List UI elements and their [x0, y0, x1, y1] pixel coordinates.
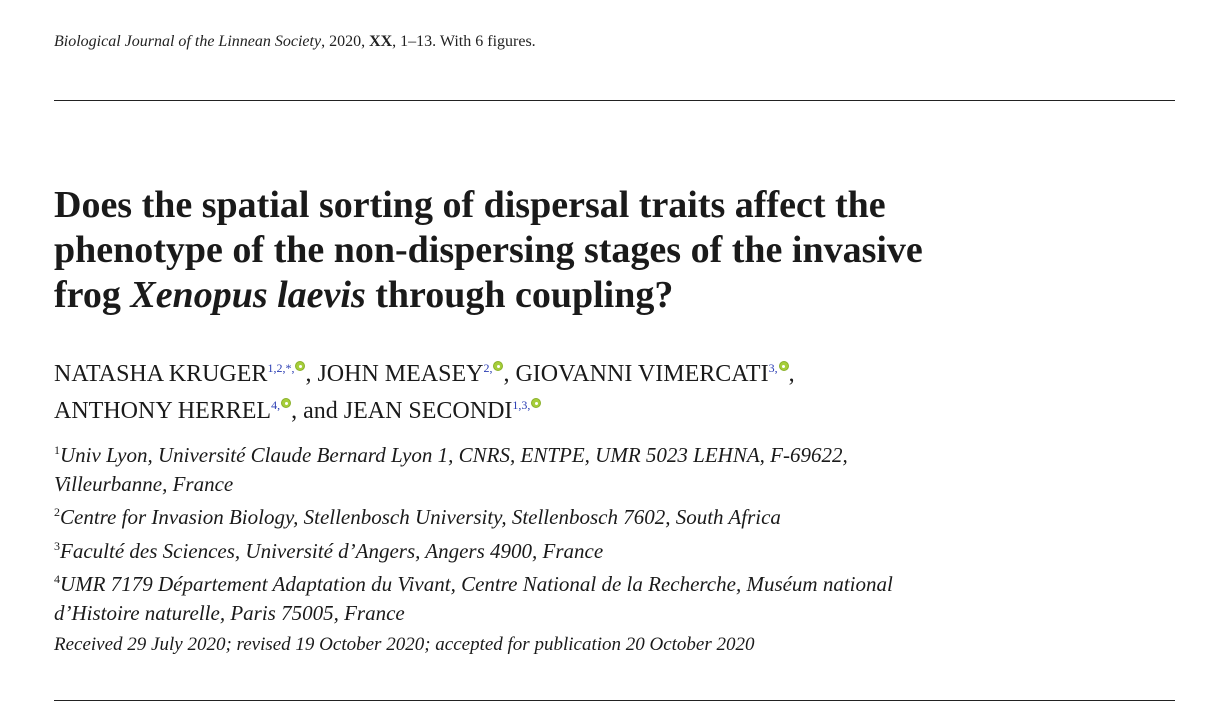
author-affil-sup[interactable]: 1,2,*, — [267, 361, 295, 375]
affiliation-4 — [54, 565, 1184, 599]
bottom-divider — [54, 700, 1175, 701]
orcid-icon[interactable] — [531, 398, 541, 408]
author-separator: , and — [291, 398, 344, 424]
species-name: Xenopus laevis — [130, 274, 366, 316]
author-name[interactable]: JOHN MEASEY — [317, 361, 484, 387]
journal-name: Biological Journal of the Linnean Society — [54, 33, 322, 50]
title-line-3-post: through coupling? — [365, 274, 674, 316]
title-line-1: Does the spatial sorting of dispersal traits affect the — [54, 184, 886, 226]
title-line-2: phenotype of the non-dispersing stages of the invasive — [54, 229, 923, 271]
received-dates: Received 29 July 2020; revised 19 October 2020; accepted for publication 20 October 2020 — [54, 634, 755, 655]
journal-year: , 2020, — [321, 33, 370, 50]
article-title — [54, 183, 1184, 318]
affiliation-text: Faculté des Sciences, Université d’Angers, Angers 4900, France — [60, 538, 604, 563]
author-list — [54, 353, 795, 427]
author-line-2 — [54, 390, 795, 427]
author-affil-sup[interactable]: 2, — [483, 361, 493, 375]
journal-citation — [54, 33, 536, 51]
journal-volume: XX — [369, 33, 393, 50]
author-separator: , — [788, 361, 795, 387]
affiliation-text: UMR 7179 Département Adaptation du Vivant, Centre National de la Recherche, Muséum national — [60, 572, 893, 596]
author-affil-sup[interactable]: 3, — [768, 361, 778, 375]
author-name[interactable]: ANTHONY HERREL — [54, 398, 272, 424]
orcid-icon[interactable] — [493, 361, 503, 371]
affiliation-text: Centre for Invasion Biology, Stellenbosch University, Stellenbosch 7602, South Africa — [60, 505, 781, 529]
affiliation-number: 1 — [54, 443, 60, 457]
author-separator: , — [305, 361, 318, 387]
orcid-icon[interactable] — [281, 398, 291, 408]
journal-pages: , 1–13. With 6 figures. — [392, 33, 536, 50]
author-affil-sup[interactable]: 1,3, — [512, 398, 531, 412]
orcid-icon[interactable] — [295, 361, 305, 371]
author-affil-sup[interactable]: 4, — [271, 398, 281, 412]
author-name[interactable]: GIOVANNI VIMERCATI — [515, 361, 769, 387]
affiliation-3 — [54, 532, 1184, 566]
author-separator: , — [503, 361, 516, 387]
affiliation-4-continued: d’Histoire naturelle, Paris 75005, France — [54, 600, 405, 625]
affiliation-number: 4 — [54, 572, 60, 586]
author-name[interactable]: JEAN SECONDI — [343, 398, 513, 424]
author-name[interactable]: NATASHA KRUGER — [54, 361, 268, 387]
affiliation-1 — [54, 436, 1184, 470]
orcid-icon[interactable] — [779, 361, 789, 371]
affiliation-number: 2 — [54, 505, 60, 519]
affiliation-text: Univ Lyon, Université Claude Bernard Lyon 1, CNRS, ENTPE, UMR 5023 LEHNA, F-69622, — [60, 443, 848, 467]
title-line-3 — [54, 273, 1184, 318]
affiliation-2 — [54, 498, 1184, 532]
author-line-1 — [54, 353, 795, 390]
affiliation-list — [54, 436, 1184, 627]
title-line-3-pre: frog — [54, 274, 131, 316]
affiliation-number: 3 — [54, 538, 60, 553]
top-divider — [54, 100, 1175, 101]
affiliation-1-continued: Villeurbanne, France — [54, 471, 234, 496]
